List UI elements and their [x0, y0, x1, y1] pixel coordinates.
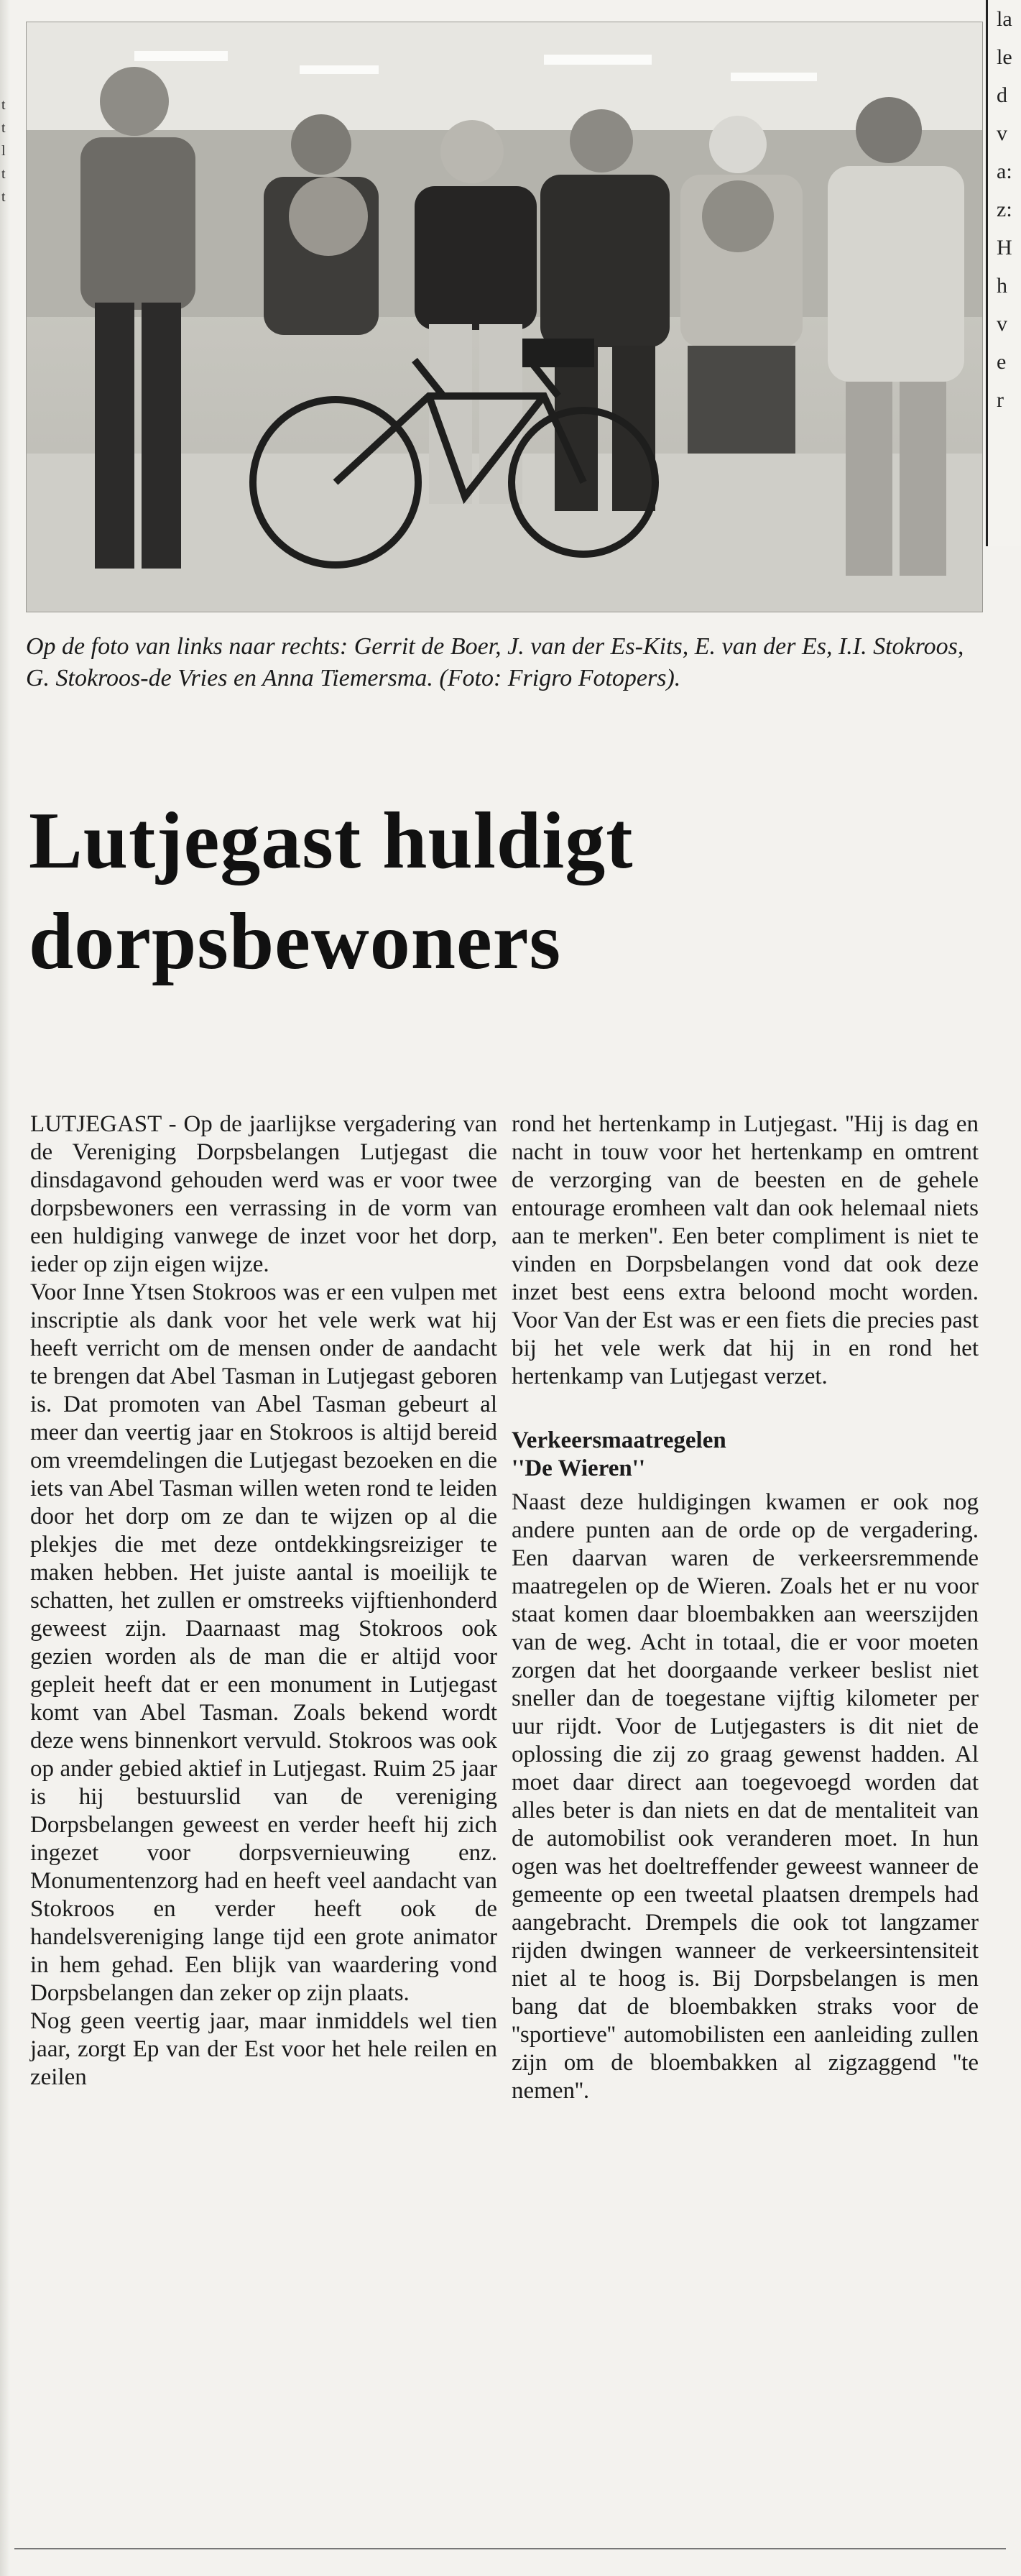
left-fragment: t — [1, 166, 6, 182]
paragraph: Naast deze huldigingen kwamen er ook nog andere punten aan de orde op de vergadering. Een daarvan waren de verkeersremmende maatregelen op de Wieren. Zoals het er nu voor staat komen daar bloembakken aan weerszijden van de weg. Acht in totaal, die er voor moeten zorgen dat het doorgaande verkeer beslist niet sneller dan de toegestane vijftig kilometer per uur rijdt. Voor de Lutjegasters is dit niet de oplossing die zij zo graag gewenst hadden. Al moet daar direct aan toegevoegd worden dat alles beter is dan niets en dat de mentaliteit van de automobilist ook veranderen moet. In hun ogen was het doeltreffender geweest wanneer de gemeente op een tweetal plaatsen drempels had aangebracht. Drempels die ook tot langzamer rijden dwingen wanneer de verkeersintensiteit niet al te hoog is. Bij Dorpsbelangen is men bang dat de bloembakken straks voor de ''sportieve'' automobilisten een aanleiding zullen zijn om de bloembakken al zigzaggend ''te nemen''. — [512, 1489, 979, 2104]
right-fragment: e — [997, 350, 1007, 374]
right-fragment: d — [997, 83, 1007, 107]
group-photo — [26, 22, 983, 612]
subheading-line: ''De Wieren'' — [512, 1455, 646, 1481]
right-fragment: h — [997, 274, 1007, 298]
photo-caption: Op de foto van links naar rechts: Gerrit de Boer, J. van der Es-Kits, E. van der Es, I.I. Stokroos, G. Stokroos-de Vries en Anna Tiemersma. (Foto: Frigro Fotopers). — [26, 633, 964, 691]
paragraph: Voor Inne Ytsen Stokroos was er een vulpen met inscriptie als dank voor het vele werk wat hij heeft verricht om de mensen onder de aandacht te brengen dat Abel Tasman in Lutjegast geboren is. Dat promoten van Abel Tasman gebeurt al meer dan veertig jaar en Stokroos is altijd bereid om vreemdelingen die Lutjegast bezoeken en die iets van Abel Tasman willen weten rond te leiden door het dorp om ze dan te wijzen op al die plekjes die met deze ontdekkingsreiziger te maken hebben. Het juiste aantal is moeilijk te schatten, het zullen er omstreeks vijftienhonderd geweest zijn. Daarnaast mag Stokroos ook gezien worden als de man die er altijd voor gepleit heeft dat er een monument in Lutjegast komt van Abel Tasman. Zoals bekend wordt deze wens binnenkort vervuld. Stokroos was ook op ander gebied aktief in Lutjegast. Ruim 25 jaar is hij bestuurslid van de vereniging Dorpsbelangen geweest en verder heeft hij zich ingezet voor dorpsvernieuwing enz. Monumentenzorg had en heeft veel aandacht van Stokroos en verder heeft ook de handelsvereniging lange tijd een grote animator in hem gehad. Een blijk van waardering vond Dorpsbelangen dan zeker op zijn plaats. — [30, 1279, 497, 2006]
left-fragment: t — [1, 120, 6, 136]
right-fragment: v — [997, 121, 1007, 145]
right-fragment: z: — [997, 198, 1012, 221]
right-fragment: la — [997, 7, 1012, 31]
right-fragment: H — [997, 236, 1012, 259]
article-column-right — [512, 1110, 979, 2105]
right-fragment: v — [997, 312, 1007, 336]
left-margin-fragments — [1, 93, 10, 208]
right-column-fragments — [986, 0, 1021, 546]
photo-illustration-icon — [27, 22, 982, 612]
right-fragment: le — [997, 45, 1012, 69]
left-fragment: t — [1, 97, 6, 113]
left-fragment: l — [1, 143, 6, 159]
paragraph: rond het hertenkamp in Lutjegast. ''Hij is dag en nacht in touw voor het hertenkamp en omtrent de verzorging van de beesten en de gehele entourage eromheen valt dan ook helemaal niets aan te merken''. Een beter compliment is niet te vinden en Dorpsbelangen vond dat ook deze inzet best eens extra beloond mocht worden. Voor Van der Est was er een fiets die precies past bij het vele werk dat hij in en rond het hertenkamp van Lutjegast verzet. — [512, 1111, 979, 1389]
right-fragment: r — [997, 388, 1004, 412]
bottom-rule — [14, 2548, 1006, 2549]
left-fragment: t — [1, 189, 6, 205]
article-column-left — [30, 1110, 497, 2092]
section-subheading — [512, 1427, 979, 1483]
clipping-left-edge — [0, 0, 10, 2576]
subheading-line: Verkeersmaatregelen — [512, 1427, 726, 1453]
paragraph: LUTJEGAST - Op de jaarlijkse vergadering van de Vereniging Dorpsbelangen Lutjegast die dinsdagavond gehouden werd was er voor twee dorpsbewoners een verrassing in de vorm van een huldiging vanwege de inzet voor het dorp, ieder op zijn eigen wijze. — [30, 1111, 497, 1277]
article-headline: Lutjegast huldigt dorpsbewoners — [29, 796, 634, 986]
right-fragment: a: — [997, 160, 1012, 183]
paragraph: Nog geen veertig jaar, maar inmiddels wel tien jaar, zorgt Ep van der Est voor het hele reilen en zeilen — [30, 2008, 497, 2090]
